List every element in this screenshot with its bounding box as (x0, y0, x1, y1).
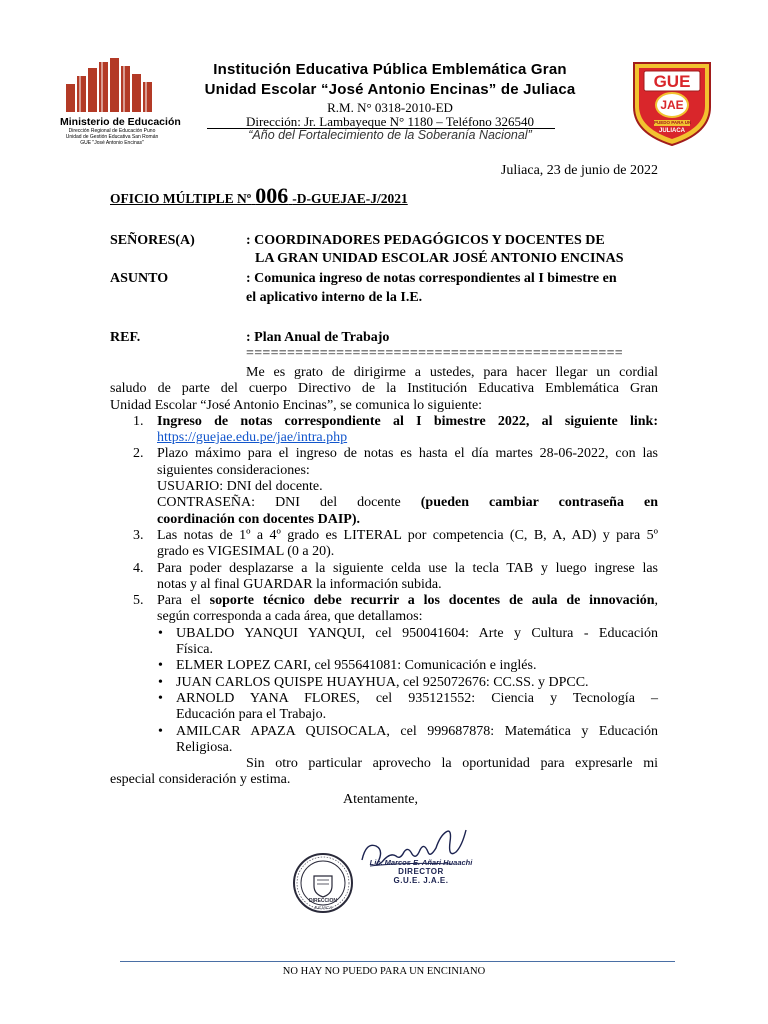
item-number: 2. (133, 446, 144, 462)
item2-password-a: CONTRASEÑA: DNI del docente (157, 495, 401, 511)
oficio-prefix: OFICIO MÚLTIPLE Nº (110, 191, 252, 206)
contact4-line2: Educación para el Trabajo. (176, 707, 327, 723)
contact5-line2: Religiosa. (176, 739, 233, 755)
item-list (110, 414, 658, 756)
item2-line1: Plazo máximo para el ingreso de notas es hasta el día martes 28-06-2022, con las (157, 446, 658, 462)
intro-line3: Unidad Escolar “José Antonio Encinas”, se comunica lo siguiente: (110, 397, 483, 413)
contact-item (158, 674, 658, 691)
crest-jae: JAE (660, 98, 684, 112)
oficio-suffix: -D-GUEJAE-J/2021 (292, 191, 408, 206)
intro-line1: Me es grato de dirigirme a ustedes, para hacer llegar un cordial (246, 365, 658, 380)
item1-text: Ingreso de notas correspondiente al I bimestre 2022, al siguiente link: (157, 413, 658, 429)
contact5-line1: AMILCAR APAZA QUISOCALA, cel 999687878: Matemática y Educación (176, 723, 658, 739)
intranet-link[interactable]: https://guejae.edu.pe/jae/intra.php (157, 430, 348, 446)
contact1-line1: UBALDO YANQUI YANQUI, cel 950041604: Arte y Cultura - Educación (176, 625, 658, 641)
contact4-line1: ARNOLD YANA FLORES, cel 935121552: Ciencia y Tecnología – (176, 690, 658, 706)
list-item (133, 593, 659, 756)
ministry-name: Ministerio de Educación (60, 116, 181, 128)
footer-divider (120, 961, 675, 962)
asunto-value-line2: el aplicativo interno de la I.E. (246, 290, 423, 305)
ministry-sub3: GUE "José Antonio Encinas" (80, 140, 144, 146)
ministry-bars-icon (60, 54, 170, 114)
item2-user: USUARIO: DNI del docente. (157, 479, 323, 495)
resolution-number: R.M. N° 0318-2010-ED (327, 100, 453, 115)
director-org: G.U.E. J.A.E. (393, 876, 449, 885)
institution-title-line2: Unidad Escolar “José Antonio Encinas” de Juliaca (204, 81, 576, 98)
director-stamp (366, 858, 476, 885)
regards: Atentamente, (343, 791, 419, 807)
asunto-value-line1: : Comunica ingreso de notas correspondientes al I bimestre en (246, 271, 617, 286)
year-motto: “Año del Fortalecimiento de la Soberanía Nacional” (248, 128, 532, 142)
list-item (133, 560, 658, 594)
item2-line2: siguientes consideraciones: (157, 462, 310, 478)
senores-value-line1: : COORDINADORES PEDAGÓGICOS Y DOCENTES DE (246, 233, 605, 248)
list-item (133, 446, 659, 527)
contact-item (158, 658, 658, 674)
closing-line1: Sin otro particular aprovecho la oportunidad para expresarle mi (246, 756, 658, 772)
item4-line2: notas y al final GUARDAR la información subida. (157, 576, 442, 592)
item5-a: Para el (157, 593, 201, 609)
address-line: Dirección: Jr. Lambayeque N° 1180 – Teléfono 326540 (245, 114, 535, 129)
contact-item (158, 625, 658, 659)
ministry-logo (60, 54, 181, 148)
item2-password-line (157, 495, 658, 511)
item4-line1: Para poder desplazarse a la siguiente celda use la tecla TAB y luego ingrese las (157, 560, 658, 576)
contact3-line1: JUAN CARLOS QUISPE HUAYHUA, cel 925072676: CC.SS. y DPCC. (176, 674, 589, 690)
contact1-line2: Física. (176, 642, 213, 658)
contact2-line1: ELMER LOPEZ CARI, cel 955641081: Comunicación e inglés. (176, 658, 537, 674)
senores-value-line2: LA GRAN UNIDAD ESCOLAR JOSÉ ANTONIO ENCINAS (255, 251, 624, 266)
list-item (133, 527, 658, 561)
ref-label: REF. (110, 330, 141, 345)
bullet-icon: • (158, 690, 163, 706)
item2-password-c: coordinación con docentes DAIP). (157, 511, 360, 527)
item5-c: , (654, 593, 659, 609)
separator-line: ============================================== (246, 346, 623, 361)
item-number: 1. (133, 413, 144, 429)
bullet-icon: • (158, 674, 163, 690)
item5-b: soporte técnico debe recurrir a los docentes de aula de innovación (209, 593, 655, 609)
item3-line1: Las notas de 1º a 4º grado es LITERAL por competencia (C, B, A, AD) y para 5º (157, 527, 658, 543)
item5-line1 (157, 593, 658, 609)
contact-item (158, 690, 658, 724)
letter-body (110, 365, 658, 808)
closing-line2: especial consideración y estima. (110, 772, 291, 788)
crest-gue: GUE (653, 72, 691, 91)
item2-password-b: (pueden cambiar contraseña en (420, 495, 659, 511)
footer-slogan: NO HAY NO PUEDO PARA UN ENCINIANO (282, 966, 486, 977)
item5-line2: según corresponda a cada área, que detallamos: (157, 609, 423, 625)
bullet-icon: • (158, 658, 163, 674)
contact-list (157, 626, 658, 756)
bullet-icon: • (158, 625, 163, 641)
contact-item (158, 723, 658, 757)
senores-label: SEÑORES(A) (110, 233, 195, 248)
crest-band: PUEDO PARA UN (654, 120, 692, 125)
ministry-sub1: Dirección Regional de Educación Puno (68, 128, 156, 134)
oficio-number: 006 (255, 183, 289, 208)
institution-title-line1: Institución Educativa Pública Emblemática Gran (213, 61, 567, 78)
school-crest (626, 55, 718, 147)
item-number: 5. (133, 593, 144, 609)
letter-date: Juliaca, 23 de junio de 2022 (500, 163, 658, 178)
director-name: Lic. Marcos E. Añari Huaachi (369, 858, 473, 867)
ref-value: : Plan Anual de Trabajo (246, 330, 390, 345)
seal-center-text: DIRECCION (308, 898, 338, 904)
asunto-label: ASUNTO (110, 271, 169, 286)
bullet-icon: • (158, 723, 163, 739)
item3-line2: grado es VIGESIMAL (0 a 20). (157, 544, 335, 560)
ministry-sub2: Unidad de Gestión Educativa San Román (65, 134, 159, 140)
seal-bottom-text: JULIACA (313, 905, 333, 910)
list-item (133, 413, 658, 447)
item-number: 3. (133, 527, 144, 543)
item-number: 4. (133, 560, 144, 576)
intro-line2: saludo de parte del cuerpo Directivo de la Institución Educativa Emblemática Gran (110, 381, 658, 397)
oficio-heading (110, 183, 408, 209)
director-title: DIRECTOR (398, 867, 444, 876)
official-seal (292, 852, 354, 914)
crest-city: JULIACA (658, 128, 685, 134)
